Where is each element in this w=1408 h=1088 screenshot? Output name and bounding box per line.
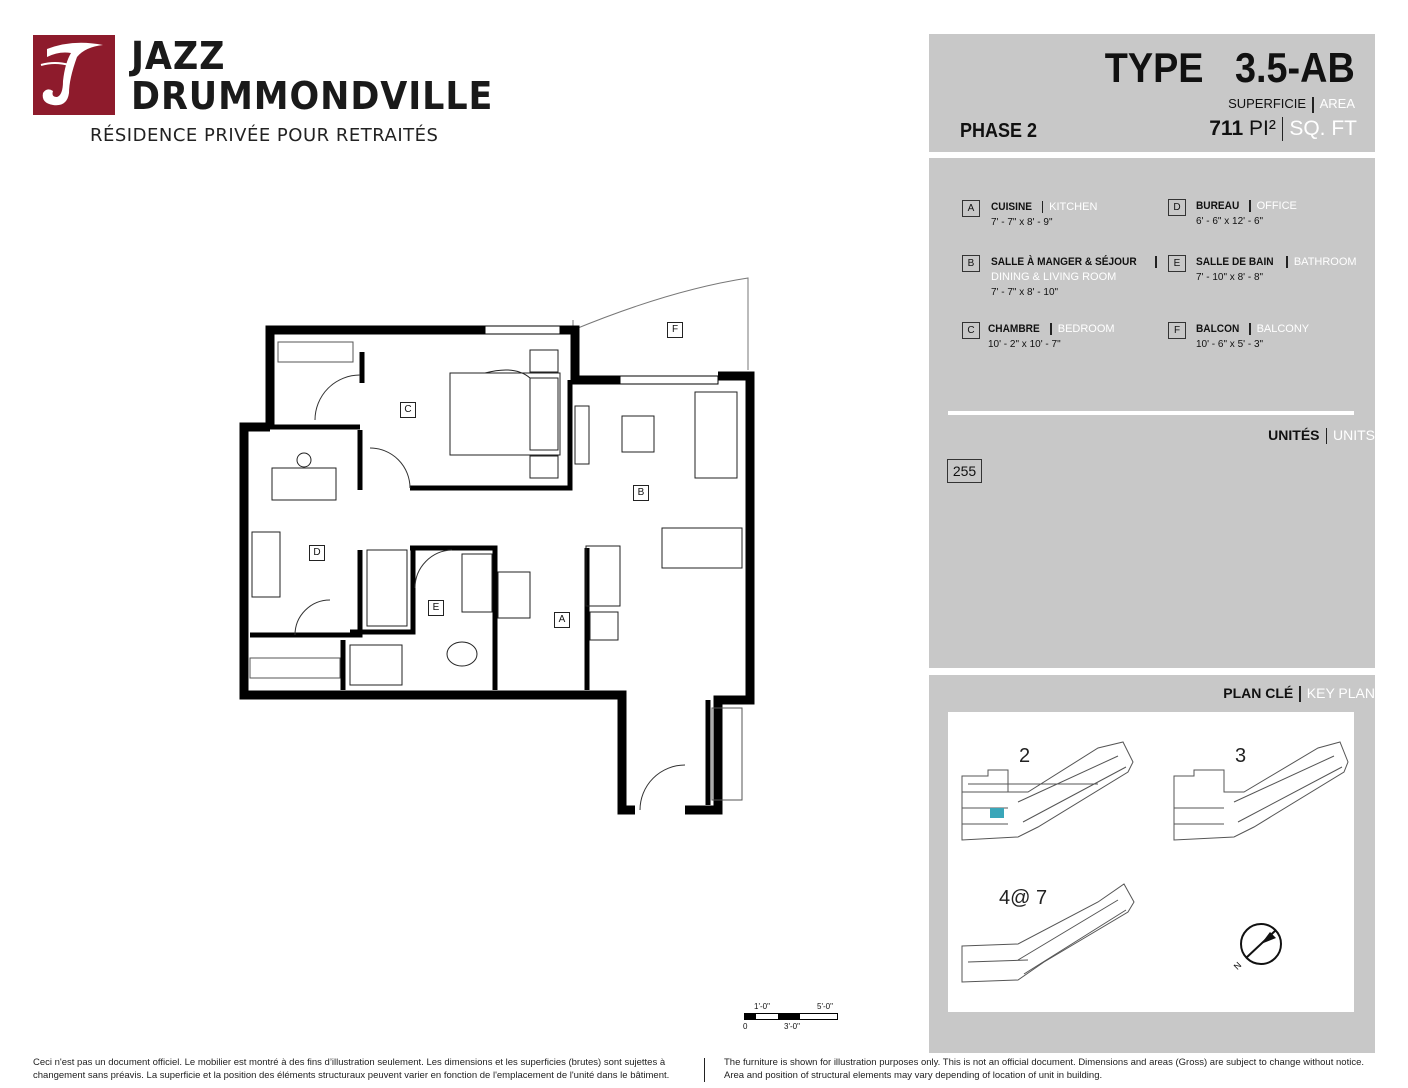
- scale-label-1ft: 1'-0": [754, 1002, 770, 1011]
- area-value: 711: [1209, 117, 1244, 140]
- living-furniture: [575, 392, 742, 568]
- scale-label-3ft: 3'-0": [784, 1022, 800, 1031]
- room-name-en: OFFICE: [1256, 200, 1297, 212]
- room-letter: C: [962, 322, 980, 339]
- room-name-fr: CHAMBRE: [988, 323, 1040, 335]
- units-header: [1268, 427, 1375, 444]
- area-label: [1228, 96, 1355, 113]
- scale-bar: [740, 1000, 850, 1032]
- plan-label-e: E: [428, 600, 444, 616]
- north-label: N: [1231, 959, 1244, 972]
- room-b: [962, 255, 1162, 311]
- room-dimensions: 7' - 7" x 8' - 10": [991, 287, 1059, 298]
- units-label-en: UNITS: [1333, 427, 1375, 443]
- room-dimensions: 7' - 10" x 8' - 8": [1196, 272, 1264, 283]
- scale-label-0: 0: [743, 1022, 748, 1031]
- phase-label: PHASE 2: [960, 120, 1038, 142]
- north-arrow-icon: [1241, 924, 1281, 964]
- area-label-en: AREA: [1319, 96, 1355, 111]
- area-unit-en: SQ. FT: [1289, 117, 1357, 140]
- brand-name-line1: JAZZ: [131, 34, 226, 78]
- key-plan-label-en: KEY PLAN: [1306, 685, 1375, 701]
- room-name-en: BALCONY: [1256, 323, 1310, 335]
- room-name-fr: BUREAU: [1196, 200, 1240, 212]
- room-dimensions: 10' - 6" x 5' - 3": [1196, 339, 1264, 350]
- logo-mark: [33, 35, 115, 115]
- plan-label-b: B: [633, 485, 649, 501]
- room-letter: B: [962, 255, 980, 272]
- key-plan-header: [1223, 685, 1375, 702]
- area-label-fr: SUPERFICIE: [1228, 96, 1307, 111]
- logo-j-icon: [33, 35, 115, 115]
- building-outline-floor-3: [1174, 742, 1348, 840]
- key-plan-drawing: [948, 712, 1354, 1012]
- room-name-fr: CUISINE: [991, 201, 1033, 213]
- plan-label-f: F: [667, 322, 683, 338]
- unit-number-badge: 255: [947, 459, 982, 483]
- balcony-outline: [573, 278, 748, 370]
- area-unit: PI²: [1248, 117, 1276, 140]
- brand-name-line2: DRUMMONDVILLE: [131, 74, 494, 118]
- room-dimensions: 6' - 6" x 12' - 6": [1196, 216, 1264, 227]
- room-name-fr: BALCON: [1196, 323, 1240, 335]
- plan-label-c: C: [400, 402, 416, 418]
- interior-walls: [250, 352, 708, 805]
- floor-label-3: 3: [1235, 745, 1247, 767]
- room-name-en: KITCHEN: [1049, 201, 1098, 213]
- room-a: [962, 200, 1162, 240]
- brand-tagline: RÉSIDENCE PRIVÉE POUR RETRAITÉS: [90, 125, 439, 146]
- key-plan-area: [948, 712, 1354, 1012]
- divider: [948, 411, 1354, 415]
- room-name-en: BEDROOM: [1057, 323, 1115, 335]
- room-name-fr: SALLE À MANGER & SÉJOUR: [991, 256, 1137, 268]
- room-letter: D: [1168, 199, 1186, 216]
- bed-furniture: [450, 350, 560, 478]
- room-letter: F: [1168, 322, 1186, 339]
- units-label-fr: UNITÉS: [1268, 427, 1320, 443]
- disclaimer-en: The furniture is shown for illustration purposes only. This is not an official document. Dimensions and areas (Gross) are subject to change without notice. Area and position of structural elements may vary depending of location of unit in building.: [724, 1057, 1364, 1081]
- windows: [485, 326, 718, 384]
- building-outline-floor-4-7: [962, 884, 1134, 982]
- footer-divider: [704, 1058, 705, 1082]
- building-outline-floor-2: [962, 742, 1133, 840]
- area-value-row: [1209, 117, 1357, 141]
- room-name-en: BATHROOM: [1293, 256, 1357, 268]
- room-letter: A: [962, 200, 980, 217]
- scale-label-5ft: 5'-0": [817, 1002, 833, 1011]
- key-plan-label-fr: PLAN CLÉ: [1223, 685, 1294, 701]
- room-c: [962, 322, 1162, 362]
- plan-label-a: A: [554, 612, 570, 628]
- floor-label-4-7: 4@ 7: [999, 887, 1048, 909]
- disclaimer-fr: Ceci n'est pas un document officiel. Le mobilier est montré à des fins d’illustration seulement. Les dimensions et les superficies (brutes) sont sujettes à changement sans préavis. La superficie et la position des éléments structuraux peuvent varier en fonction de l'emplacement de l'unité dans le bâtiment.: [33, 1057, 670, 1081]
- kitchen-bath-fixtures: [350, 546, 620, 685]
- unit-highlight: [990, 808, 1004, 818]
- room-letter: E: [1168, 255, 1186, 272]
- room-dimensions: 7' - 7" x 8' - 9": [991, 217, 1053, 228]
- room-dimensions: 10' - 2" x 10' - 7": [988, 339, 1061, 350]
- room-name-fr: SALLE DE BAIN: [1196, 256, 1274, 268]
- floor-label-2: 2: [1019, 745, 1031, 767]
- desk-furniture: [252, 453, 336, 597]
- room-e: [1168, 255, 1358, 295]
- plan-label-d: D: [309, 545, 325, 561]
- unit-type-title: TYPE 3.5-AB: [1105, 44, 1355, 91]
- room-name-en: DINING & LIVING ROOM: [991, 271, 1117, 283]
- room-d: [1168, 199, 1358, 239]
- room-f: [1168, 322, 1358, 362]
